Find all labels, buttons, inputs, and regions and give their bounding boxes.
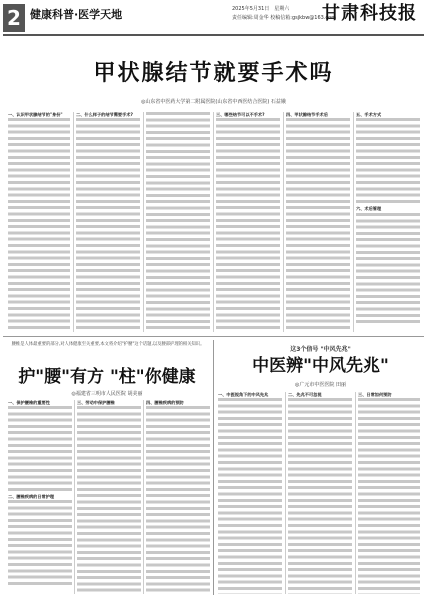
article2-col2: [77, 400, 141, 594]
article1-col6: [356, 112, 420, 332]
article1-col3: [146, 112, 210, 332]
article3-kicker: 这3个信号 "中风先兆": [290, 346, 351, 353]
text-lines: [8, 118, 70, 332]
article2-subhead: 四、腰椎疾病的预防: [146, 400, 184, 405]
newspaper-logo: 甘肃科技报: [322, 3, 417, 24]
article1-subhead: 二、什么样子的结节需要手术?: [76, 112, 133, 117]
article1-subhead: 一、认识甲状腺结节的"身份": [8, 112, 63, 117]
text-lines: [356, 213, 420, 323]
text-lines: [77, 406, 141, 594]
article1-subhead: 四、甲状腺结节手术后: [286, 112, 328, 117]
article2-col1: [8, 400, 72, 594]
section-vertical-divider: [213, 340, 214, 595]
article2-col3: [146, 400, 210, 594]
text-lines: [358, 398, 420, 594]
text-lines: [288, 398, 352, 594]
text-lines: [76, 118, 140, 332]
text-lines: [8, 406, 72, 493]
text-lines: [216, 118, 280, 332]
text-lines: [356, 118, 420, 206]
article2-subhead: 一、保护腰椎的重要性: [8, 400, 50, 405]
article3-col1: [218, 392, 282, 594]
column-divider: [285, 392, 286, 594]
article1-subhead: 五、手术方式: [356, 112, 382, 117]
header-rule: [3, 34, 424, 36]
text-lines: [146, 406, 210, 594]
article1-subhead: 三、哪些结节可以不手术?: [216, 112, 265, 117]
editor-line: 责任编辑:周金华 校稿信箱:gsjkbw@163.com: [232, 15, 337, 21]
article1-subhead: 六、术后管理: [356, 206, 382, 212]
text-lines: [218, 398, 282, 594]
article2-subhead: 二、腰椎疾病的日常护理: [8, 493, 55, 499]
article3-byline: ◎广元市中医医院 田丽: [295, 382, 346, 388]
section-title: 健康科普·医学天地: [30, 8, 123, 21]
column-divider: [213, 112, 214, 332]
text-lines: [286, 118, 350, 332]
article1-byline: ◎山东省中医药大学第二附属医院(山东省中西医结合医院) 石益娥: [141, 99, 286, 105]
article3-subhead: 三、日常如何预防: [358, 392, 392, 397]
article3-title: 中医辨"中风先兆": [252, 356, 389, 376]
column-divider: [74, 400, 75, 594]
article3-subhead: 二、先兆不可忽视: [288, 392, 322, 397]
column-divider: [283, 112, 284, 332]
column-divider: [355, 392, 356, 594]
article2-subhead: 三、劳动中保护腰椎: [77, 400, 115, 405]
section-divider: [3, 336, 424, 337]
article1-col1: [8, 112, 70, 332]
text-lines: [146, 112, 210, 332]
page-header: [0, 0, 427, 40]
article3-col2: [288, 392, 352, 594]
column-divider: [353, 112, 354, 332]
article1-col4: [216, 112, 280, 332]
column-divider: [73, 112, 74, 332]
article1-title: 甲状腺结节就要手术吗: [93, 61, 334, 86]
article3-subhead: 一、中医视角下的中风先兆: [218, 392, 269, 397]
column-divider: [143, 112, 144, 332]
article2-title: 护"腰"有方 "柱"你健康: [18, 367, 196, 387]
article3-col3: [358, 392, 420, 594]
column-divider: [143, 400, 144, 594]
article2-byline: ◎福建省三明市人民医院 胡美丽: [71, 391, 143, 397]
article2-intro: 腰椎是人体最重要的部分,对人体健康至关重要,本文将介绍"护腰"这个话题,以及腰部护理的相关知识。: [11, 342, 205, 347]
text-lines: [8, 500, 72, 587]
page-number: 2: [3, 4, 25, 32]
article1-col2: [76, 112, 140, 332]
article1-col5: [286, 112, 350, 332]
date-line: 2025年5月31日 星期六: [232, 6, 290, 12]
